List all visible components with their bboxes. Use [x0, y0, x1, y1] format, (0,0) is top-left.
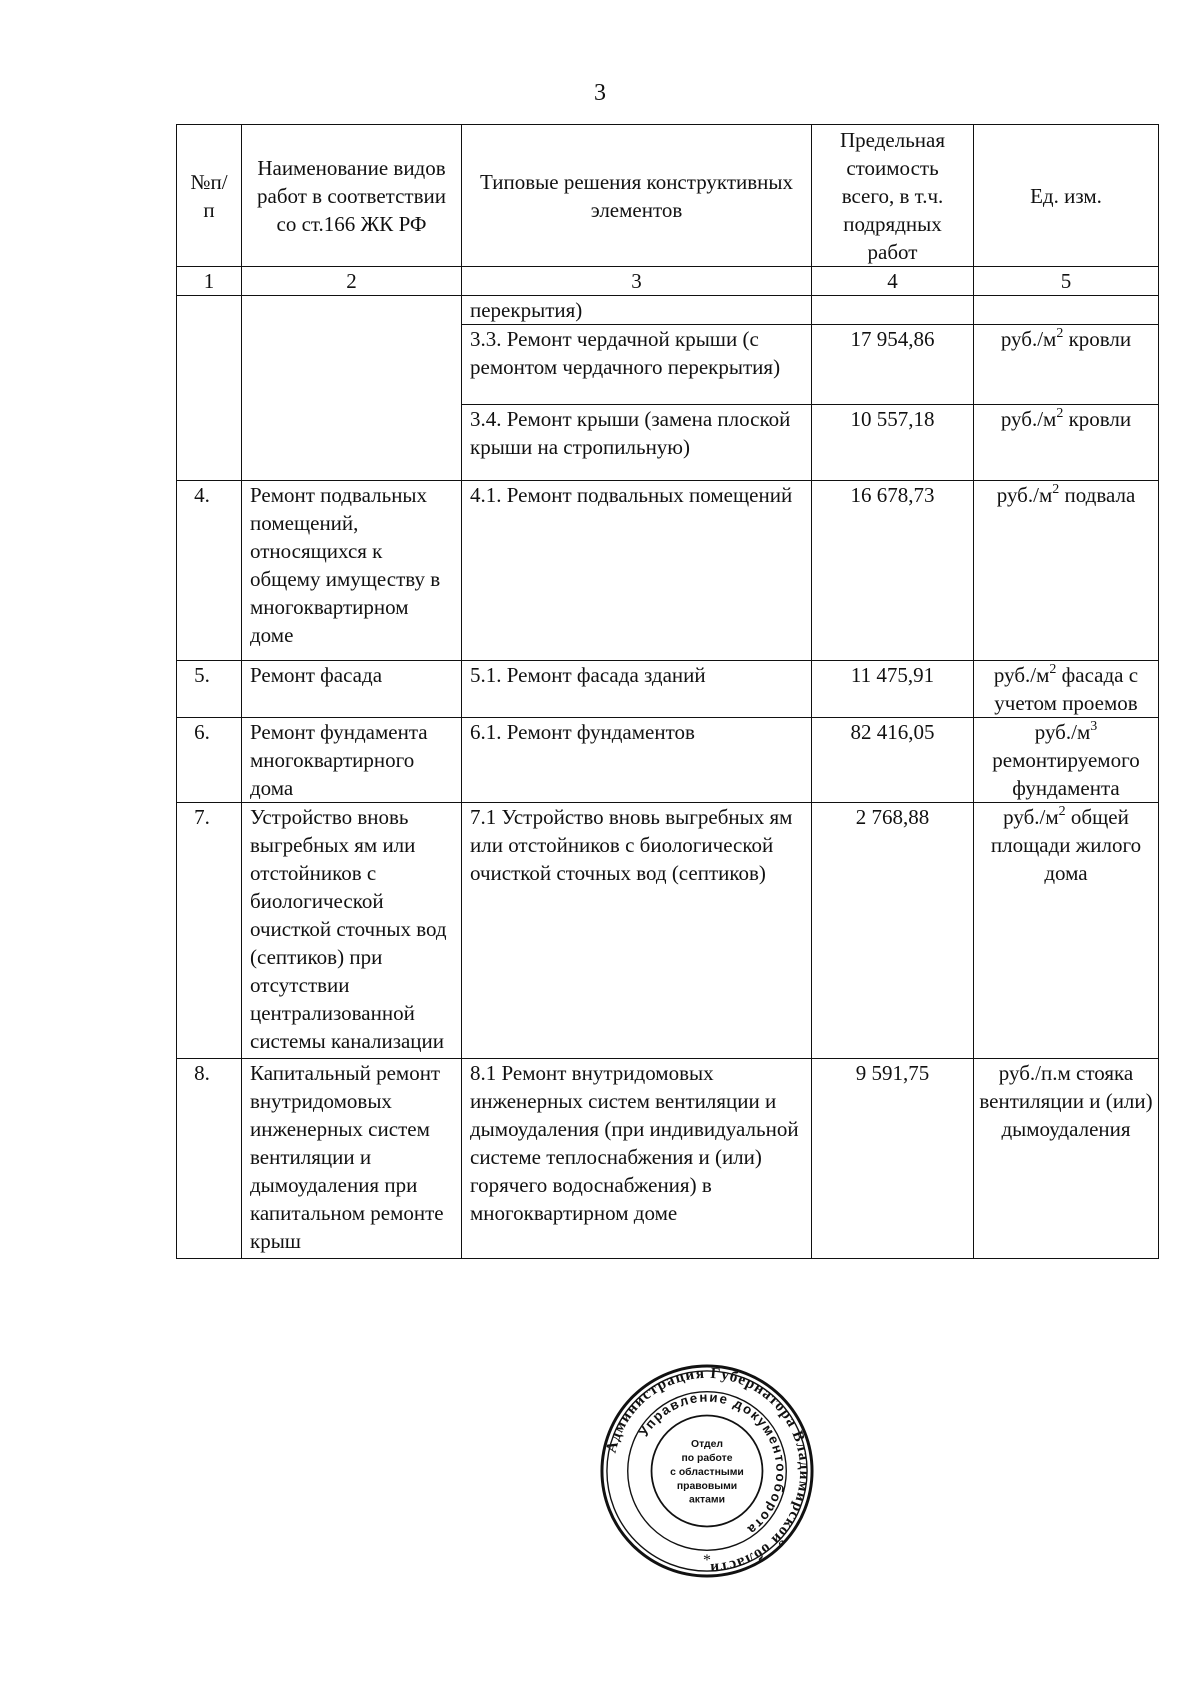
cell-solution: 7.1 Устройство вновь выгребных ям или отстойников с биологической очисткой сточных вод (септиков): [462, 803, 812, 1059]
official-stamp: [598, 1362, 816, 1580]
table-row: [177, 718, 1159, 803]
header-solution: Типовые решения конструктивных элементов: [462, 125, 812, 267]
column-number: 4: [812, 267, 974, 296]
unit-text: руб./м: [993, 663, 1050, 687]
table-row: [177, 803, 1159, 1059]
cell-no: 8.: [177, 1059, 242, 1259]
cell-solution: 8.1 Ремонт внутридомовых инженерных систем вентиляции и дымоудаления (при индивидуальной системе теплоснабжения и (или) горячего водоснабжения) в многоквартирном доме: [462, 1059, 812, 1259]
cell-unit: [974, 405, 1159, 481]
cell-cost: 82 416,05: [812, 718, 974, 803]
cell-cost: 2 768,88: [812, 803, 974, 1059]
unit-text-suffix: ремонтируемого фундамента: [992, 748, 1140, 800]
cell-cost: [812, 296, 974, 325]
table-row: [177, 481, 1159, 661]
unit-exponent: 2: [1056, 326, 1064, 341]
unit-exponent: 2: [1049, 662, 1057, 677]
unit-text-suffix: кровли: [1063, 327, 1132, 351]
unit-text-suffix: фасада с учетом проемов: [994, 663, 1139, 715]
cell-unit: [974, 803, 1159, 1059]
cell-unit: [974, 661, 1159, 718]
stamp-center-line: актами: [689, 1494, 725, 1506]
unit-exponent: 3: [1090, 719, 1098, 734]
cell-cost: 10 557,18: [812, 405, 974, 481]
unit-exponent: 2: [1058, 804, 1066, 819]
stamp-inner-text: Управление документооборота: [635, 1389, 789, 1539]
unit-text: руб./м: [1000, 407, 1057, 431]
unit-text: руб./м: [996, 483, 1053, 507]
unit-text: руб./м: [1034, 720, 1091, 744]
cell-work: Ремонт фасада: [242, 661, 462, 718]
header-unit: Ед. изм.: [974, 125, 1159, 267]
table-row: [177, 661, 1159, 718]
unit-exponent: 2: [1056, 406, 1064, 421]
cell-cost: 17 954,86: [812, 325, 974, 405]
cell-solution: перекрытия): [462, 296, 812, 325]
stamp-outer-text: Администрация Губернатора Владимирской области: [602, 1364, 814, 1578]
cell-cost: 11 475,91: [812, 661, 974, 718]
cell-cost: 16 678,73: [812, 481, 974, 661]
page-number: 3: [594, 80, 606, 106]
stamp-star: *: [703, 1552, 711, 1570]
unit-text-suffix: кровли: [1063, 407, 1132, 431]
continued-row: [177, 296, 1159, 325]
cell-unit: [974, 718, 1159, 803]
unit-exponent: 2: [1052, 482, 1060, 497]
cell-no: 6.: [177, 718, 242, 803]
cell-solution: 4.1. Ремонт подвальных помещений: [462, 481, 812, 661]
header-no: №п/ п: [177, 125, 242, 267]
stamp-center-line: с областными: [670, 1466, 744, 1478]
header-row: [177, 125, 1159, 267]
stamp-center-line: правовыми: [676, 1480, 738, 1492]
cell-work: [242, 296, 462, 481]
unit-text: руб./п.м стояка вентиляции и (или) дымоудаления: [979, 1061, 1153, 1141]
stamp-center-line: Отдел: [690, 1439, 724, 1451]
cell-solution: 3.3. Ремонт чердачной крыши (с ремонтом чердачного перекрытия): [462, 325, 812, 405]
cell-work: Устройство вновь выгребных ям или отстойников с биологической очисткой сточных вод (септиков) при отсутствии централизованной системы канализации: [242, 803, 462, 1059]
cell-work: Ремонт фундамента многоквартирного дома: [242, 718, 462, 803]
cell-unit: [974, 296, 1159, 325]
unit-text: руб./м: [1000, 327, 1057, 351]
cell-no: 5.: [177, 661, 242, 718]
cell-solution: 6.1. Ремонт фундаментов: [462, 718, 812, 803]
cost-table: [176, 124, 1159, 1259]
header-work: Наименование видов работ в соответствии со ст.166 ЖК РФ: [242, 125, 462, 267]
cell-no: 7.: [177, 803, 242, 1059]
column-number: 5: [974, 267, 1159, 296]
table-body: [177, 267, 1159, 1259]
cell-work: Капитальный ремонт внутридомовых инженерных систем вентиляции и дымоудаления при капитальном ремонте крыш: [242, 1059, 462, 1259]
cell-unit: [974, 325, 1159, 405]
cell-no: 4.: [177, 481, 242, 661]
stamp-center-line: по работе: [681, 1453, 733, 1465]
table-row: [177, 1059, 1159, 1259]
column-number-row: [177, 267, 1159, 296]
unit-text: руб./м: [1003, 805, 1059, 829]
column-number: 2: [242, 267, 462, 296]
cell-solution: 5.1. Ремонт фасада зданий: [462, 661, 812, 718]
cell-work: Ремонт подвальных помещений, относящихся к общему имуществу в многоквартирном доме: [242, 481, 462, 661]
header-cost: Предельная стоимость всего, в т.ч. подрядных работ: [812, 125, 974, 267]
unit-text-suffix: общей площади жилого дома: [990, 805, 1142, 885]
cell-no: [177, 296, 242, 481]
cell-cost: 9 591,75: [812, 1059, 974, 1259]
cell-unit: [974, 1059, 1159, 1259]
column-number: 3: [462, 267, 812, 296]
unit-text-suffix: подвала: [1059, 483, 1136, 507]
cell-unit: [974, 481, 1159, 661]
cell-solution: 3.4. Ремонт крыши (замена плоской крыши на стропильную): [462, 405, 812, 481]
column-number: 1: [177, 267, 242, 296]
